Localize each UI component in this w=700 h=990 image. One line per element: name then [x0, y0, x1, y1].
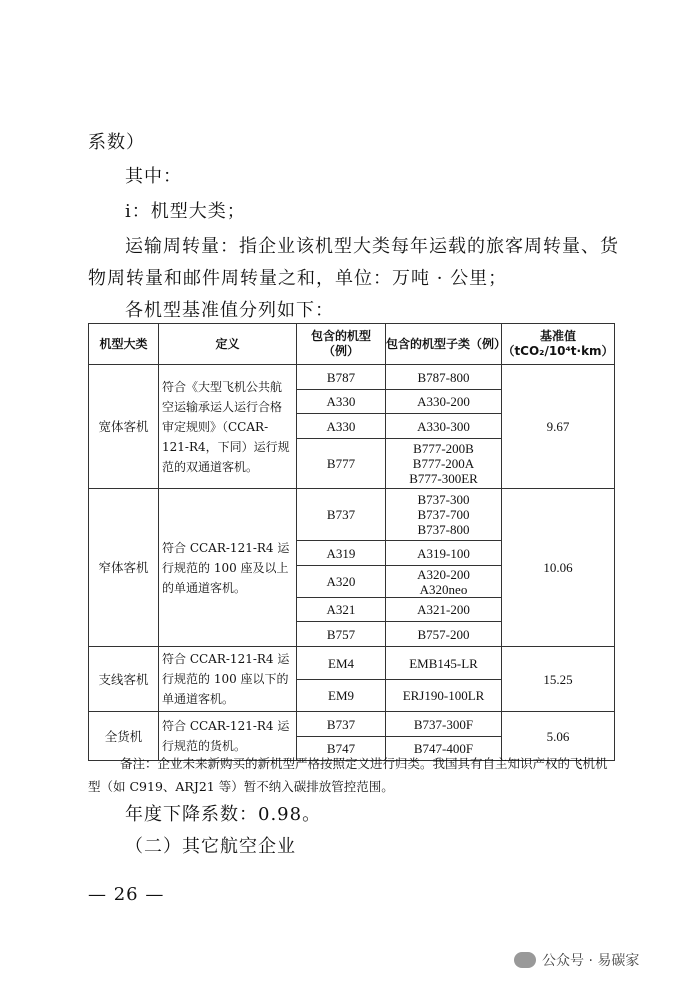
- subtype-cell: B737-300 B737-700 B737-800: [386, 489, 502, 541]
- watermark-text: 公众号 · 易碳家: [542, 953, 640, 969]
- table-row: [89, 489, 615, 541]
- page-number: — 26 —: [88, 884, 165, 905]
- subtype-cell: B747-400F: [386, 737, 502, 761]
- model-cell: EM9: [297, 680, 386, 712]
- subtype-cell: B787-800: [386, 365, 502, 390]
- table-note: 备注：企业未来新购买的新机型严格按照定义进行归类。我国具有自主知识产权的飞机机型（如 C919、ARJ21 等）暂不纳入碳排放管控范围。: [88, 756, 608, 794]
- model-cell: A330: [297, 414, 386, 439]
- definition-cell: 符合 CCAR-121-R4 运行规范的 100 座以下的单通道客机。: [159, 647, 297, 712]
- model-cell: B737: [297, 712, 386, 737]
- subtype-cell: ERJ190-100LR: [386, 680, 502, 712]
- subtype-cell: B737-300F: [386, 712, 502, 737]
- subtype-cell: A321-200: [386, 598, 502, 622]
- model-cell: B757: [297, 622, 386, 647]
- subtype-cell: A330-300: [386, 414, 502, 439]
- model-cell: B747: [297, 737, 386, 761]
- definition-cell: 符合《大型飞机公共航空运输承运人运行合格审定规则》（CCAR-121-R4，下同）运行规范的双通道客机。: [159, 365, 297, 489]
- subtype-cell: EMB145-LR: [386, 647, 502, 680]
- model-cell: B787: [297, 365, 386, 390]
- header-cell: 定义: [159, 324, 297, 365]
- model-cell: B777: [297, 439, 386, 489]
- category-cell: 窄体客机: [89, 489, 159, 647]
- benchmark-value-cell: 10.06: [502, 489, 615, 647]
- wechat-icon: [514, 952, 536, 968]
- model-cell: B737: [297, 489, 386, 541]
- model-cell: A330: [297, 390, 386, 414]
- header-cell: 包含的机型子类（例）: [386, 324, 502, 365]
- paragraph: 其中：: [125, 166, 182, 187]
- header-cell: 机型大类: [89, 324, 159, 365]
- subtype-cell: A319-100: [386, 541, 502, 566]
- header-cell: 基准值（tCO₂/10⁴t·km）: [502, 324, 615, 365]
- table-row: [89, 647, 615, 680]
- decline-coefficient: 年度下降系数：0.98。: [125, 804, 322, 825]
- paragraph: 物周转量和邮件周转量之和，单位：万吨 · 公里；: [88, 268, 508, 289]
- benchmark-value-cell: 9.67: [502, 365, 615, 489]
- table-header-row: [89, 324, 615, 365]
- definition-cell: 符合 CCAR-121-R4 运行规范的 100 座及以上的单通道客机。: [159, 489, 297, 647]
- table-row: [89, 712, 615, 737]
- category-cell: 全货机: [89, 712, 159, 761]
- paragraph: 运输周转量：指企业该机型大类每年运载的旅客周转量、货: [125, 236, 619, 257]
- model-cell: EM4: [297, 647, 386, 680]
- model-cell: A319: [297, 541, 386, 566]
- model-cell: A320: [297, 566, 386, 598]
- paragraph: 各机型基准值分列如下：: [125, 300, 334, 321]
- category-cell: 宽体客机: [89, 365, 159, 489]
- benchmark-value-cell: 15.25: [502, 647, 615, 712]
- definition-cell: 符合 CCAR-121-R4 运行规范的货机。: [159, 712, 297, 761]
- paragraph: 系数）: [88, 132, 145, 153]
- benchmark-value-cell: 5.06: [502, 712, 615, 761]
- section-heading: （二）其它航空企业: [125, 836, 296, 857]
- paragraph: i：机型大类；: [125, 201, 246, 222]
- subtype-cell: B757-200: [386, 622, 502, 647]
- subtype-cell: A320-200 A320neo: [386, 566, 502, 598]
- watermark: [514, 950, 639, 970]
- aircraft-benchmark-table: [88, 323, 615, 761]
- table-row: [89, 365, 615, 390]
- subtype-cell: B777-200B B777-200A B777-300ER: [386, 439, 502, 489]
- model-cell: A321: [297, 598, 386, 622]
- subtype-cell: A330-200: [386, 390, 502, 414]
- header-cell: 包含的机型（例）: [297, 324, 386, 365]
- category-cell: 支线客机: [89, 647, 159, 712]
